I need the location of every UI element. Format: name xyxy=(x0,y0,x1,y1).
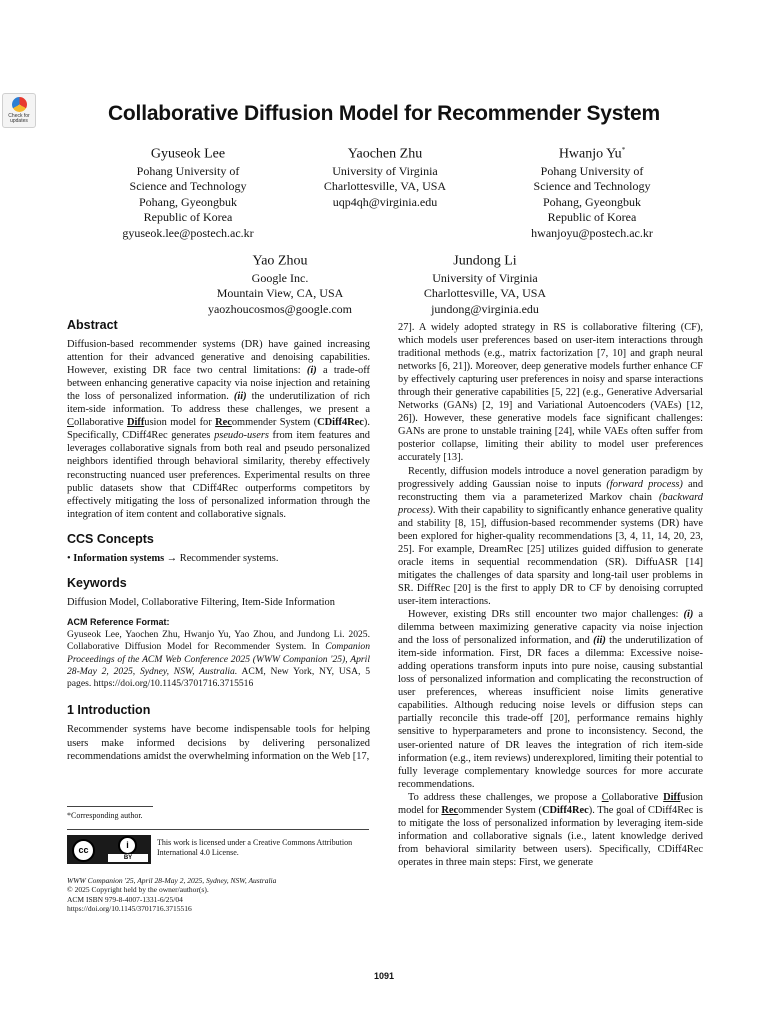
intro-text: Recommender systems have become indispensable tools for helping users make informed decisions by delivering personalized recommendations amidst the overwhelming information on the Web [17, xyxy=(67,724,370,762)
ccs-concepts: • Information systems → Recommender systems. xyxy=(67,552,279,564)
conference-line: WWW Companion '25, April 28-May 2, 2025, Sydney, NSW, Australia xyxy=(67,876,277,885)
isbn-line: ACM ISBN 979-8-4007-1331-6/25/04 xyxy=(67,894,183,904)
attribution-icon: i xyxy=(118,836,137,855)
author-location: Charlottesville, VA, USA xyxy=(423,286,547,301)
author-email[interactable]: uqp4qh@virginia.edu xyxy=(332,194,438,209)
author-block xyxy=(180,248,380,317)
author-block xyxy=(285,141,485,210)
author-name: Gyuseok Lee xyxy=(150,146,226,162)
author-affiliation: Science and Technology xyxy=(129,179,247,194)
copyright-line: © 2025 Copyright held by the owner/author(s). xyxy=(67,885,209,895)
ccs-heading: CCS Concepts xyxy=(67,531,154,546)
left-column xyxy=(67,319,370,763)
copyright-block xyxy=(67,876,371,914)
author-location: Charlottesville, VA, USA xyxy=(323,179,447,194)
author-block xyxy=(90,141,286,242)
by-label: BY xyxy=(108,854,148,862)
author-name: Yao Zhou xyxy=(252,253,308,269)
author-affiliation: Pohang University of xyxy=(136,163,240,178)
author-affiliation: University of Virginia xyxy=(332,163,438,178)
author-affiliation: University of Virginia xyxy=(432,270,538,285)
author-email[interactable]: jundong@virginia.edu xyxy=(431,301,539,316)
paragraph: However, existing DRs still encounter two major challenges: (i) a dilemma between maximizing generative capacity via noise injection and the loss of personalized information, and (ii) the underutilization of item-side information. First, DR faces a dilemma: Excessive noise-adding operations transform inputs into pure noise, causing substantial loss of personalized information and complicating the reconstruction of user preferences, whereas insufficient noise limits generative capabilities. Although reducing noise levels or diffusion steps can partially reconcile this trade-off [20], performance remains highly sensitive to hyperparameters and prone to inconsistency. Second, the user-oriented nature of DR leaves the integration of rich item-side information (e.g., item reviews) underexplored, limiting their potential to fully leverage complementary knowledge sources for more accurate recommendations. xyxy=(398,609,703,790)
author-location: Mountain View, CA, USA xyxy=(216,286,344,301)
author-affiliation: Science and Technology xyxy=(533,179,651,194)
author-email[interactable]: yaozhoucosmos@google.com xyxy=(207,301,353,316)
author-location: Pohang, Gyeongbuk xyxy=(139,194,237,209)
paragraph: Recently, diffusion models introduce a novel generation paradigm by progressively adding Gaussian noise to inputs (forward process) and reconstructing them via a parameterized Markov chain (backward process). With their capability to significantly enhance generative quality and stability [8, 15], diffusion-based recommender systems (DR) have been explored for higher-quality recommendations [3, 4, 11, 14, 20, 23, 25]. For example, DreamRec [25] utilizes guided diffusion to generate oracle items in sequential recommendation (SR). DiffuASR [14] mitigates the challenges of data sparsity and long-tail user problems in SR. DiffRec [20] is the first to apply DR to CF by denoising corrupted user-item interactions. xyxy=(398,465,704,607)
paragraph: 27]. A widely adopted strategy in RS is collaborative filtering (CF), which models user preferences based on user-item interactions through traditional methods (e.g., matrix factorization [7, 10] and graph neural networks [6, 21]). Moreover, deep generative models further enhance CF by effectively capturing user preferences in noisy and sparse interactions through their generative capabilities [5, 22] (e.g., Generative Adversarial Networks (GANs) [2, 19] and Variational Autoencoders (VAEs) [12, 26]). However, these generative models face significant challenges: GANs are prone to unstable training [24], while VAEs often suffer from posterior collapse, limiting their ability to model user preferences accurately [13]. xyxy=(398,322,703,464)
page-number: 1091 xyxy=(373,971,395,981)
license-text: This work is licensed under a Creative Commons Attribution International 4.0 License. xyxy=(157,838,353,857)
footnote: *Corresponding author. xyxy=(67,811,143,820)
right-column xyxy=(398,321,703,869)
author-country: Republic of Korea xyxy=(547,210,637,225)
cc-by-license-icon[interactable] xyxy=(67,835,151,864)
author-affiliation: Google Inc. xyxy=(251,270,309,285)
author-country: Republic of Korea xyxy=(143,210,233,225)
author-name: Hwanjo Yu* xyxy=(558,146,626,162)
keywords-heading: Keywords xyxy=(67,575,127,590)
author-location: Pohang, Gyeongbuk xyxy=(543,194,641,209)
author-block xyxy=(494,141,690,242)
abstract-heading: Abstract xyxy=(67,318,118,332)
keywords-text: Diffusion Model, Collaborative Filtering, Item-Side Information xyxy=(67,596,335,608)
author-email[interactable]: gyuseok.lee@postech.ac.kr xyxy=(122,226,254,241)
paragraph: To address these challenges, we propose a Collaborative Diffusion model for Recommender System (CDiff4Rec). The goal of CDiff4Rec is to mitigate the loss of personalized information by leveraging item-side information and collaborative signals (i.e., latent knowledge derived from behavioral similarity between users). Specifically, CDiff4Rec operates in three main steps: First, we generate xyxy=(398,791,703,868)
paper-title: Collaborative Diffusion Model for Recommender System xyxy=(107,102,661,125)
author-name: Jundong Li xyxy=(453,253,517,269)
abstract-text: Diffusion-based recommender systems (DR) have gained increasing attention for their advanced generative and denoising capabilities. However, existing DR face two central limitations: (i) a trade-off between enhancing generative capacity via noise injection and retaining the loss of personalized information. (ii) the underutilization of rich item-side information. To address these challenges, we present a Collaborative Diffusion model for Recommender System (CDiff4Rec). Specifically, CDiff4Rec generates pseudo-users from item features and leverages collaborative signals from both real and pseudo personalized neighbors identified through behavioral similarity, thereby effectively reconstructing nuanced user preferences. Experimental results on three public datasets show that CDiff4Rec outperforms competitors by effectively mitigating the loss of personalized information through the integration of item content and collaborative signals. xyxy=(67,339,370,520)
author-name: Yaochen Zhu xyxy=(347,146,423,162)
doi-link[interactable]: https://doi.org/10.1145/3701716.3715516 xyxy=(67,904,192,914)
license-divider xyxy=(67,829,369,830)
footnote-divider xyxy=(67,806,153,807)
badge-text: Check for updates xyxy=(8,113,30,124)
author-block xyxy=(385,248,585,317)
author-email[interactable]: hwanjoyu@postech.ac.kr xyxy=(531,226,653,241)
acm-reference-text: Gyuseok Lee, Yaochen Zhu, Hwanjo Yu, Yao Zhou, and Jundong Li. 2025. Collaborative Diffusion Model for Recommender System. In Companion Proceedings of the ACM Web Conference 2025 (WWW Companion '25), April 28-May 2, 2025, Sydney, NSW, Australia. ACM, New York, NY, USA, 5 pages. https://doi.org/10.1145/3701716.3715516 xyxy=(67,628,370,690)
intro-heading: 1 Introduction xyxy=(67,703,151,718)
acm-reference-heading: ACM Reference Format: xyxy=(67,616,170,627)
cc-icon: cc xyxy=(72,839,95,862)
author-affiliation: Pohang University of xyxy=(540,163,644,178)
